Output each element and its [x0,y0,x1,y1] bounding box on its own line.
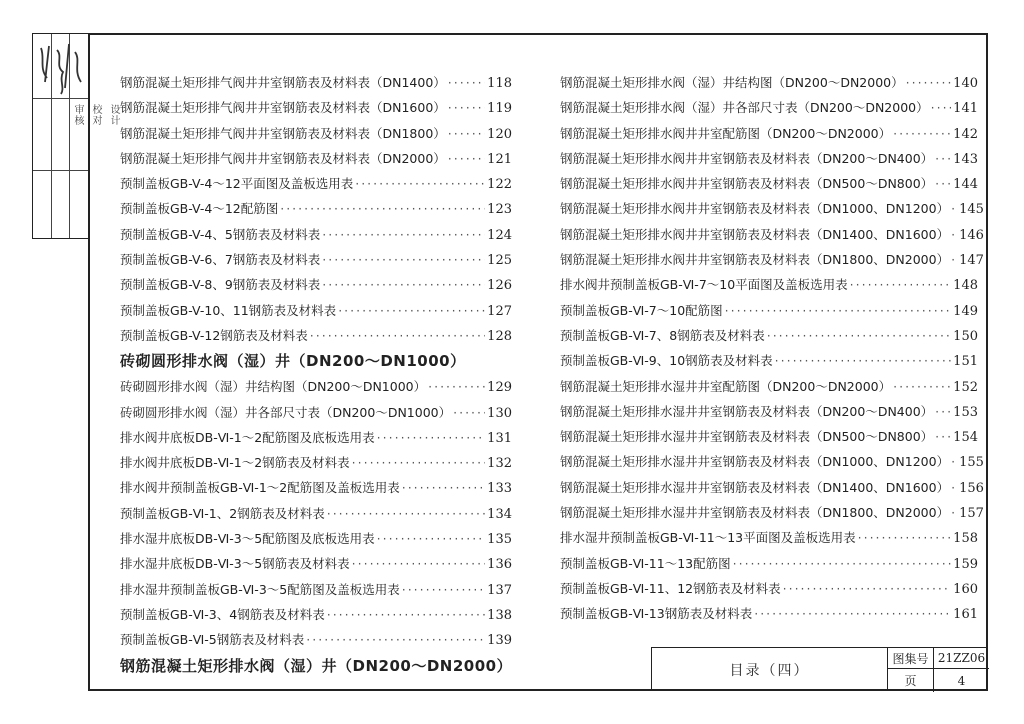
toc-entry[interactable] [120,272,512,297]
leader-dots [355,171,485,196]
toc-entry[interactable] [120,501,512,526]
toc-entry-page: 137 [487,582,512,598]
toc-entry-title: 预制盖板GB-Ⅵ-11、12钢筋表及材料表 [560,580,781,596]
toc-entry-title: 预制盖板GB-Ⅵ-13钢筋表及材料表 [560,606,753,622]
section-heading: 砖砌圆形排水阀（湿）井（DN200～DN1000） [120,352,466,371]
toc-entry-title: 预制盖板GB-Ⅵ-7～10配筋图 [560,302,723,318]
toc-entry-page: 157 [959,506,984,522]
toc-entry-page: 150 [953,328,978,344]
toc-entry-page: 151 [953,354,978,370]
toc-entry[interactable] [560,121,978,146]
toc-entry[interactable] [120,95,512,120]
toc-entry-page: 123 [487,202,512,218]
toc-entry-title: 钢筋混凝土矩形排水阀井井室钢筋表及材料表（DN200～DN400） [560,150,934,166]
toc-entry[interactable] [120,577,512,602]
toc-entry-page: 148 [953,278,978,294]
toc-entry[interactable] [120,400,512,425]
signature-stamp-icon [35,38,87,98]
toc-entry-title: 预制盖板GB-Ⅵ-7、8钢筋表及材料表 [560,327,765,343]
sheet-title: 目录（四） [652,648,888,691]
toc-entry[interactable] [120,323,512,348]
leader-dots [428,374,485,399]
toc-entry-title: 预制盖板GB-Ⅵ-3、4钢筋表及材料表 [120,606,325,622]
leader-dots [951,196,957,221]
leader-dots [338,298,485,323]
toc-entry[interactable] [560,424,978,449]
leader-dots [893,374,951,399]
toc-entry-page: 134 [487,506,512,522]
toc-entry[interactable] [120,171,512,196]
atlas-number-value: 21ZZ06 [934,648,989,669]
leader-dots [935,399,951,424]
atlas-number-label: 图集号 [888,648,934,669]
toc-entry-page: 119 [487,101,512,117]
toc-entry-page: 159 [953,556,978,572]
leader-dots [767,323,951,348]
toc-entry[interactable] [560,70,978,95]
toc-entry-page: 158 [953,531,978,547]
toc-entry-title: 排水湿井底板DB-Ⅵ-3～5配筋图及底板选用表 [120,531,375,547]
toc-entry-page: 145 [959,202,984,218]
leader-dots [733,551,952,576]
toc-entry[interactable] [120,247,512,272]
toc-entry-title: 预制盖板GB-V-4～12平面图及盖板选用表 [120,176,354,192]
leader-dots [951,247,957,272]
toc-entry-title: 排水阀井预制盖板GB-Ⅵ-1～2配筋图及盖板选用表 [120,480,400,496]
toc-entry-page: 135 [487,532,512,548]
leader-dots [951,222,957,247]
toc-entry-title: 钢筋混凝土矩形排水湿井井室钢筋表及材料表（DN1000、DN1200） [560,454,950,470]
leader-dots [935,146,951,171]
toc-entry-page: 121 [487,151,512,167]
leader-dots [783,576,952,601]
toc-entry[interactable] [560,95,978,120]
toc-entry-page: 154 [953,430,978,446]
toc-entry-page: 142 [953,126,978,142]
toc-entry-page: 126 [487,278,512,294]
toc-entry[interactable] [120,121,512,146]
toc-entry[interactable] [120,70,512,95]
toc-entry[interactable] [560,298,978,323]
leader-dots [935,424,951,449]
toc-entry-page: 133 [487,481,512,497]
toc-entry-page: 128 [487,328,512,344]
toc-entry-page: 138 [487,607,512,623]
toc-entry-title: 钢筋混凝土矩形排气阀井井室钢筋表及材料表（DN1600） [120,100,446,116]
toc-entry-page: 143 [953,151,978,167]
toc-entry-title: 钢筋混凝土矩形排水湿井井室钢筋表及材料表（DN1800、DN2000） [560,505,950,521]
leader-dots [951,449,957,474]
strip-label-check: 校对 [90,104,101,126]
leader-dots [858,525,952,550]
leader-dots [402,475,485,500]
toc-entry[interactable] [120,602,512,627]
toc-entry-title: 钢筋混凝土矩形排水阀井井室配筋图（DN200～DN2000） [560,125,892,141]
toc-entry-page: 147 [959,253,984,269]
toc-entry[interactable] [120,627,512,652]
leader-dots [322,222,485,247]
toc-entry-title: 砖砌圆形排水阀（湿）井结构图（DN200～DN1000） [120,379,427,395]
toc-entry-page: 139 [487,633,512,649]
toc-entry-page: 124 [487,227,512,243]
leader-dots [327,501,485,526]
toc-entry-title: 排水阀井预制盖板GB-Ⅵ-7～10平面图及盖板选用表 [560,277,848,293]
toc-entry-page: 155 [959,455,984,471]
toc-entry[interactable] [120,222,512,247]
toc-entry-page: 144 [953,177,978,193]
leader-dots [448,70,485,95]
strip-label-design: 设计 [108,104,119,126]
strip-label-review: 审核 [72,104,83,126]
leader-dots [775,348,952,373]
toc-entry-title: 预制盖板GB-V-4～12配筋图 [120,201,279,217]
leader-dots [310,323,485,348]
toc-entry-title: 预制盖板GB-Ⅵ-5钢筋表及材料表 [120,632,305,648]
toc-entry[interactable] [560,348,978,373]
toc-entry-page: 149 [953,303,978,319]
approval-strip [32,33,119,239]
toc-entry[interactable] [560,323,978,348]
leader-dots [448,95,485,120]
toc-entry[interactable] [560,196,984,221]
leader-dots [402,577,485,602]
leader-dots [322,247,485,272]
approval-row-divider [33,170,88,171]
toc-entry-page: 127 [487,303,512,319]
page-label: 页 [888,669,934,692]
leader-dots [951,475,957,500]
toc-entry[interactable] [560,449,984,474]
toc-entry-page: 122 [487,177,512,193]
toc-entry[interactable] [120,551,512,576]
toc-entry[interactable] [560,500,984,525]
page-number-value: 4 [957,673,966,688]
toc-entry[interactable] [560,399,978,424]
toc-entry-title: 预制盖板GB-V-10、11钢筋表及材料表 [120,302,337,318]
leader-dots [931,95,952,120]
toc-entry-page: 160 [953,581,978,597]
toc-entry-page: 132 [487,456,512,472]
toc-entry-title: 预制盖板GB-Ⅵ-11～13配筋图 [560,555,731,571]
toc-entry-title: 排水阀井底板DB-Ⅵ-1～2配筋图及底板选用表 [120,429,375,445]
leader-dots [951,500,957,525]
toc-entry-title: 预制盖板GB-Ⅵ-9、10钢筋表及材料表 [560,353,773,369]
toc-entry[interactable] [560,247,984,272]
toc-entry[interactable] [560,146,978,171]
toc-entry-title: 预制盖板GB-V-12钢筋表及材料表 [120,327,308,343]
toc-entry-page: 156 [959,480,984,496]
toc-entry[interactable] [120,475,512,500]
toc-entry[interactable] [560,171,978,196]
toc-entry-page: 146 [959,227,984,243]
leader-dots [306,627,485,652]
toc-entry-page: 125 [487,253,512,269]
section-heading: 钢筋混凝土矩形排水阀（湿）井（DN200～DN2000） [120,656,513,675]
toc-entry-title: 钢筋混凝土矩形排水湿井井室钢筋表及材料表（DN1400、DN1600） [560,479,950,495]
toc-entry-title: 钢筋混凝土矩形排水阀井井室钢筋表及材料表（DN1800、DN2000） [560,252,950,268]
leader-dots [327,602,485,627]
approval-row-divider [33,98,88,99]
leader-dots [906,70,952,95]
toc-entry-page: 152 [953,379,978,395]
leader-dots [893,121,951,146]
toc-entry-page: 140 [953,76,978,91]
toc-entry[interactable] [120,374,512,399]
toc-entry-title: 排水湿井预制盖板GB-Ⅵ-11～13平面图及盖板选用表 [560,530,856,546]
toc-left-column [120,70,512,679]
toc-entry-page: 161 [953,607,978,623]
toc-entry-title: 钢筋混凝土矩形排水湿井井室钢筋表及材料表（DN500～DN800） [560,429,934,445]
toc-entry-title: 钢筋混凝土矩形排水湿井井室配筋图（DN200～DN2000） [560,378,892,394]
toc-entry-title: 钢筋混凝土矩形排水阀井井室钢筋表及材料表（DN1000、DN1200） [560,201,950,217]
toc-entry-title: 钢筋混凝土矩形排水阀（湿）井结构图（DN200～DN2000） [560,75,904,90]
leader-dots [935,171,951,196]
toc-right-column [560,70,984,627]
toc-entry[interactable] [560,222,984,247]
toc-entry-page: 136 [487,557,512,573]
toc-entry[interactable] [560,551,978,576]
toc-entry-page: 153 [953,404,978,420]
toc-entry-page: 120 [487,126,512,142]
leader-dots [280,196,485,221]
leader-dots [352,450,486,475]
leader-dots [352,551,486,576]
toc-entry-title: 砖砌圆形排水阀（湿）井各部尺寸表（DN200～DN1000） [120,404,452,420]
toc-entry-title: 排水湿井预制盖板GB-Ⅵ-3～5配筋图及盖板选用表 [120,581,400,597]
toc-entry[interactable] [560,525,978,550]
toc-entry-title: 预制盖板GB-Ⅵ-1、2钢筋表及材料表 [120,505,325,521]
toc-entry-title: 钢筋混凝土矩形排气阀井井室钢筋表及材料表（DN1800） [120,125,446,141]
toc-entry-title: 钢筋混凝土矩形排水阀井井室钢筋表及材料表（DN1400、DN1600） [560,226,950,242]
leader-dots [377,425,486,450]
leader-dots [725,298,952,323]
toc-entry[interactable] [560,272,978,297]
toc-entry-title: 排水阀井底板DB-Ⅵ-1～2钢筋表及材料表 [120,455,350,471]
toc-entry-page: 129 [487,380,512,396]
toc-entry[interactable] [560,374,978,399]
toc-entry-title: 钢筋混凝土矩形排气阀井井室钢筋表及材料表（DN1400） [120,75,446,90]
toc-entry-page: 131 [487,430,512,446]
leader-dots [322,272,485,297]
toc-entry-title: 钢筋混凝土矩形排水湿井井室钢筋表及材料表（DN200～DN400） [560,403,934,419]
leader-dots [448,121,485,146]
leader-dots [448,146,485,171]
toc-entry-title: 钢筋混凝土矩形排气阀井井室钢筋表及材料表（DN2000） [120,150,446,166]
toc-entry-page: 141 [953,101,978,117]
leader-dots [377,526,486,551]
toc-entry-title: 预制盖板GB-V-8、9钢筋表及材料表 [120,277,321,293]
toc-entry[interactable] [560,576,978,601]
leader-dots [453,400,485,425]
toc-entry-page: 130 [487,405,512,421]
toc-entry[interactable] [120,526,512,551]
toc-entry-page: 118 [487,76,512,91]
toc-entry[interactable] [120,146,512,171]
toc-entry[interactable] [120,450,512,475]
leader-dots [850,272,952,297]
toc-entry[interactable] [120,425,512,450]
toc-entry-title: 预制盖板GB-V-4、5钢筋表及材料表 [120,226,321,242]
toc-entry[interactable] [120,196,512,221]
toc-entry-title: 预制盖板GB-V-6、7钢筋表及材料表 [120,252,321,268]
toc-entry-title: 钢筋混凝土矩形排水阀井井室钢筋表及材料表（DN500～DN800） [560,176,934,192]
toc-entry-title: 排水湿井底板DB-Ⅵ-3～5钢筋表及材料表 [120,556,350,572]
toc-entry[interactable] [560,475,984,500]
title-block [651,647,988,691]
leader-dots [754,601,951,626]
toc-entry[interactable] [560,601,978,626]
toc-entry[interactable] [120,298,512,323]
toc-entry-title: 钢筋混凝土矩形排水阀（湿）井各部尺寸表（DN200～DN2000） [560,100,929,116]
